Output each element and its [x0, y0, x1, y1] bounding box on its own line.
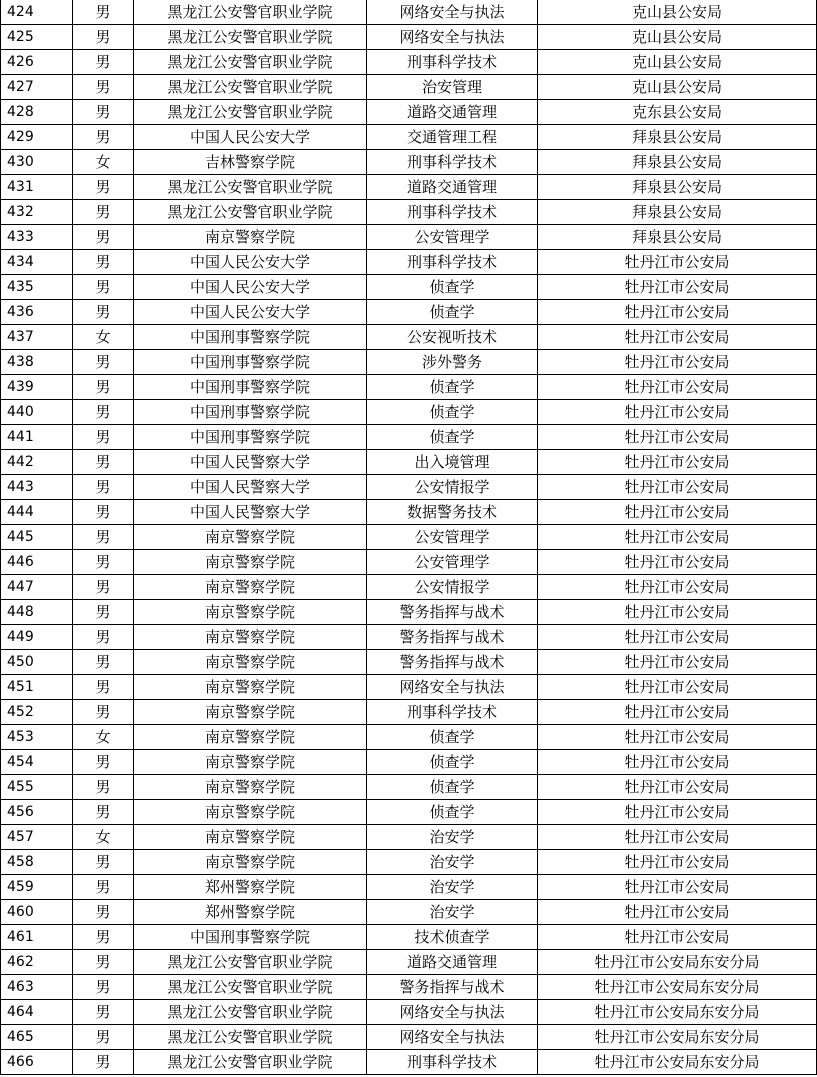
- cell-gender: 男: [73, 625, 134, 650]
- cell-employer: 牡丹江市公安局: [538, 550, 817, 575]
- cell-employer: 牡丹江市公安局: [538, 250, 817, 275]
- cell-employer: 牡丹江市公安局: [538, 450, 817, 475]
- cell-school: 南京警察学院: [134, 675, 367, 700]
- cell-major: 网络安全与执法: [367, 0, 538, 25]
- cell-number: 450: [1, 650, 73, 675]
- cell-gender: 男: [73, 900, 134, 925]
- table-row: [1, 325, 817, 350]
- cell-major: 网络安全与执法: [367, 25, 538, 50]
- cell-number: 426: [1, 50, 73, 75]
- table-row: [1, 375, 817, 400]
- cell-number: 442: [1, 450, 73, 475]
- cell-gender: 男: [73, 975, 134, 1000]
- cell-school: 黑龙江公安警官职业学院: [134, 1000, 367, 1025]
- cell-major: 公安管理学: [367, 550, 538, 575]
- table-row: [1, 625, 817, 650]
- cell-major: 网络安全与执法: [367, 675, 538, 700]
- cell-gender: 男: [73, 125, 134, 150]
- cell-employer: 牡丹江市公安局: [538, 650, 817, 675]
- cell-major: 侦查学: [367, 300, 538, 325]
- cell-school: 中国人民公安大学: [134, 250, 367, 275]
- cell-employer: 牡丹江市公安局: [538, 350, 817, 375]
- cell-school: 南京警察学院: [134, 775, 367, 800]
- table-row: [1, 25, 817, 50]
- table-row: [1, 50, 817, 75]
- cell-major: 公安情报学: [367, 475, 538, 500]
- cell-gender: 男: [73, 750, 134, 775]
- cell-gender: 男: [73, 300, 134, 325]
- table-row: [1, 975, 817, 1000]
- cell-number: 425: [1, 25, 73, 50]
- table-row: [1, 925, 817, 950]
- table-row: [1, 950, 817, 975]
- cell-number: 429: [1, 125, 73, 150]
- cell-employer: 牡丹江市公安局: [538, 725, 817, 750]
- cell-major: 数据警务技术: [367, 500, 538, 525]
- cell-employer: 牡丹江市公安局: [538, 300, 817, 325]
- cell-gender: 男: [73, 950, 134, 975]
- cell-major: 警务指挥与战术: [367, 650, 538, 675]
- cell-major: 网络安全与执法: [367, 1025, 538, 1050]
- cell-gender: 男: [73, 600, 134, 625]
- cell-school: 南京警察学院: [134, 850, 367, 875]
- cell-number: 444: [1, 500, 73, 525]
- cell-gender: 男: [73, 800, 134, 825]
- cell-school: 郑州警察学院: [134, 875, 367, 900]
- cell-gender: 男: [73, 850, 134, 875]
- cell-employer: 牡丹江市公安局: [538, 700, 817, 725]
- cell-number: 433: [1, 225, 73, 250]
- cell-employer: 牡丹江市公安局: [538, 625, 817, 650]
- table-row: [1, 600, 817, 625]
- cell-gender: 男: [73, 25, 134, 50]
- cell-number: 438: [1, 350, 73, 375]
- cell-school: 南京警察学院: [134, 800, 367, 825]
- table-row: [1, 650, 817, 675]
- cell-school: 郑州警察学院: [134, 900, 367, 925]
- cell-school: 黑龙江公安警官职业学院: [134, 200, 367, 225]
- cell-gender: 男: [73, 75, 134, 100]
- table-row: [1, 75, 817, 100]
- cell-school: 黑龙江公安警官职业学院: [134, 50, 367, 75]
- cell-gender: 男: [73, 1000, 134, 1025]
- cell-school: 中国人民公安大学: [134, 300, 367, 325]
- cell-employer: 牡丹江市公安局: [538, 800, 817, 825]
- table-row: [1, 100, 817, 125]
- cell-employer: 牡丹江市公安局东安分局: [538, 975, 817, 1000]
- cell-gender: 女: [73, 725, 134, 750]
- table-row: [1, 300, 817, 325]
- cell-school: 黑龙江公安警官职业学院: [134, 1050, 367, 1075]
- cell-major: 治安学: [367, 825, 538, 850]
- table-row: [1, 1025, 817, 1050]
- cell-number: 432: [1, 200, 73, 225]
- cell-gender: 男: [73, 0, 134, 25]
- cell-major: 道路交通管理: [367, 950, 538, 975]
- cell-major: 治安学: [367, 850, 538, 875]
- cell-school: 南京警察学院: [134, 525, 367, 550]
- cell-major: 警务指挥与战术: [367, 600, 538, 625]
- cell-gender: 男: [73, 775, 134, 800]
- cell-number: 448: [1, 600, 73, 625]
- cell-major: 治安学: [367, 875, 538, 900]
- cell-school: 黑龙江公安警官职业学院: [134, 75, 367, 100]
- cell-number: 445: [1, 525, 73, 550]
- cell-major: 道路交通管理: [367, 100, 538, 125]
- cell-major: 治安学: [367, 900, 538, 925]
- cell-gender: 女: [73, 825, 134, 850]
- cell-gender: 男: [73, 500, 134, 525]
- cell-major: 出入境管理: [367, 450, 538, 475]
- cell-number: 443: [1, 475, 73, 500]
- cell-employer: 牡丹江市公安局东安分局: [538, 1025, 817, 1050]
- cell-number: 447: [1, 575, 73, 600]
- table-row: [1, 450, 817, 475]
- cell-school: 中国刑事警察学院: [134, 375, 367, 400]
- table-row: [1, 525, 817, 550]
- cell-school: 中国刑事警察学院: [134, 925, 367, 950]
- table-row: [1, 875, 817, 900]
- cell-gender: 男: [73, 575, 134, 600]
- cell-school: 中国刑事警察学院: [134, 350, 367, 375]
- cell-number: 427: [1, 75, 73, 100]
- cell-major: 侦查学: [367, 725, 538, 750]
- cell-major: 警务指挥与战术: [367, 975, 538, 1000]
- cell-number: 446: [1, 550, 73, 575]
- table-row: [1, 800, 817, 825]
- cell-major: 刑事科学技术: [367, 200, 538, 225]
- cell-gender: 男: [73, 250, 134, 275]
- cell-major: 公安视听技术: [367, 325, 538, 350]
- cell-employer: 克山县公安局: [538, 25, 817, 50]
- cell-gender: 男: [73, 275, 134, 300]
- cell-school: 吉林警察学院: [134, 150, 367, 175]
- table-row: [1, 225, 817, 250]
- table-row: [1, 825, 817, 850]
- cell-major: 警务指挥与战术: [367, 625, 538, 650]
- table-row: [1, 400, 817, 425]
- table-row: [1, 150, 817, 175]
- cell-employer: 牡丹江市公安局东安分局: [538, 950, 817, 975]
- cell-employer: 牡丹江市公安局东安分局: [538, 1050, 817, 1075]
- cell-school: 中国人民警察大学: [134, 475, 367, 500]
- cell-number: 465: [1, 1025, 73, 1050]
- cell-number: 449: [1, 625, 73, 650]
- cell-employer: 牡丹江市公安局: [538, 500, 817, 525]
- table-row: [1, 0, 817, 25]
- cell-school: 南京警察学院: [134, 575, 367, 600]
- cell-number: 428: [1, 100, 73, 125]
- cell-school: 中国刑事警察学院: [134, 400, 367, 425]
- cell-major: 公安管理学: [367, 225, 538, 250]
- cell-gender: 男: [73, 425, 134, 450]
- cell-school: 南京警察学院: [134, 600, 367, 625]
- cell-employer: 牡丹江市公安局: [538, 425, 817, 450]
- cell-school: 南京警察学院: [134, 725, 367, 750]
- cell-major: 道路交通管理: [367, 175, 538, 200]
- cell-employer: 克东县公安局: [538, 100, 817, 125]
- cell-employer: 牡丹江市公安局: [538, 400, 817, 425]
- cell-employer: 牡丹江市公安局: [538, 275, 817, 300]
- cell-major: 刑事科学技术: [367, 150, 538, 175]
- cell-major: 刑事科学技术: [367, 700, 538, 725]
- cell-number: 437: [1, 325, 73, 350]
- cell-school: 黑龙江公安警官职业学院: [134, 25, 367, 50]
- cell-employer: 克山县公安局: [538, 75, 817, 100]
- cell-major: 侦查学: [367, 400, 538, 425]
- table-row: [1, 500, 817, 525]
- cell-gender: 男: [73, 475, 134, 500]
- cell-number: 436: [1, 300, 73, 325]
- cell-employer: 牡丹江市公安局: [538, 900, 817, 925]
- cell-employer: 牡丹江市公安局: [538, 750, 817, 775]
- cell-gender: 男: [73, 525, 134, 550]
- table-row: [1, 775, 817, 800]
- cell-school: 黑龙江公安警官职业学院: [134, 950, 367, 975]
- cell-school: 南京警察学院: [134, 650, 367, 675]
- cell-gender: 男: [73, 875, 134, 900]
- table-row: [1, 475, 817, 500]
- table-row: [1, 125, 817, 150]
- cell-number: 440: [1, 400, 73, 425]
- cell-number: 460: [1, 900, 73, 925]
- cell-gender: 男: [73, 400, 134, 425]
- cell-gender: 男: [73, 1050, 134, 1075]
- cell-school: 南京警察学院: [134, 700, 367, 725]
- table-row: [1, 550, 817, 575]
- cell-gender: 男: [73, 550, 134, 575]
- cell-major: 公安情报学: [367, 575, 538, 600]
- cell-number: 464: [1, 1000, 73, 1025]
- cell-employer: 牡丹江市公安局: [538, 875, 817, 900]
- cell-gender: 男: [73, 675, 134, 700]
- cell-school: 中国人民警察大学: [134, 500, 367, 525]
- cell-employer: 牡丹江市公安局: [538, 925, 817, 950]
- cell-gender: 男: [73, 50, 134, 75]
- table-row: [1, 275, 817, 300]
- cell-major: 刑事科学技术: [367, 50, 538, 75]
- cell-number: 459: [1, 875, 73, 900]
- table-row: [1, 250, 817, 275]
- table-row: [1, 350, 817, 375]
- cell-employer: 拜泉县公安局: [538, 200, 817, 225]
- cell-employer: 克山县公安局: [538, 0, 817, 25]
- cell-number: 435: [1, 275, 73, 300]
- cell-school: 南京警察学院: [134, 825, 367, 850]
- cell-number: 461: [1, 925, 73, 950]
- table-row: [1, 850, 817, 875]
- cell-school: 中国人民公安大学: [134, 275, 367, 300]
- cell-number: 431: [1, 175, 73, 200]
- cell-number: 434: [1, 250, 73, 275]
- cell-employer: 牡丹江市公安局: [538, 600, 817, 625]
- cell-employer: 拜泉县公安局: [538, 175, 817, 200]
- cell-school: 黑龙江公安警官职业学院: [134, 100, 367, 125]
- cell-school: 黑龙江公安警官职业学院: [134, 175, 367, 200]
- cell-gender: 男: [73, 200, 134, 225]
- cell-employer: 牡丹江市公安局: [538, 475, 817, 500]
- cell-employer: 牡丹江市公安局: [538, 775, 817, 800]
- cell-major: 侦查学: [367, 775, 538, 800]
- cell-employer: 牡丹江市公安局: [538, 575, 817, 600]
- cell-gender: 男: [73, 700, 134, 725]
- table-row: [1, 1000, 817, 1025]
- cell-employer: 牡丹江市公安局: [538, 525, 817, 550]
- cell-employer: 拜泉县公安局: [538, 225, 817, 250]
- table-row: [1, 575, 817, 600]
- cell-number: 451: [1, 675, 73, 700]
- cell-number: 466: [1, 1050, 73, 1075]
- cell-number: 456: [1, 800, 73, 825]
- cell-major: 公安管理学: [367, 525, 538, 550]
- cell-employer: 拜泉县公安局: [538, 125, 817, 150]
- cell-gender: 男: [73, 225, 134, 250]
- cell-school: 中国人民警察大学: [134, 450, 367, 475]
- cell-number: 462: [1, 950, 73, 975]
- cell-number: 454: [1, 750, 73, 775]
- cell-number: 452: [1, 700, 73, 725]
- cell-school: 南京警察学院: [134, 550, 367, 575]
- cell-school: 南京警察学院: [134, 225, 367, 250]
- cell-school: 中国刑事警察学院: [134, 425, 367, 450]
- cell-number: 439: [1, 375, 73, 400]
- cell-major: 侦查学: [367, 750, 538, 775]
- cell-school: 南京警察学院: [134, 750, 367, 775]
- table-body: [1, 0, 817, 1075]
- cell-employer: 牡丹江市公安局: [538, 675, 817, 700]
- cell-major: 技术侦查学: [367, 925, 538, 950]
- table-row: [1, 700, 817, 725]
- cell-number: 453: [1, 725, 73, 750]
- cell-gender: 男: [73, 450, 134, 475]
- cell-gender: 男: [73, 650, 134, 675]
- cell-number: 430: [1, 150, 73, 175]
- cell-school: 黑龙江公安警官职业学院: [134, 0, 367, 25]
- cell-gender: 男: [73, 375, 134, 400]
- cell-number: 463: [1, 975, 73, 1000]
- cell-school: 中国刑事警察学院: [134, 325, 367, 350]
- cell-major: 网络安全与执法: [367, 1000, 538, 1025]
- cell-school: 中国人民公安大学: [134, 125, 367, 150]
- cell-major: 涉外警务: [367, 350, 538, 375]
- cell-school: 南京警察学院: [134, 625, 367, 650]
- cell-number: 441: [1, 425, 73, 450]
- cell-employer: 拜泉县公安局: [538, 150, 817, 175]
- table-row: [1, 1050, 817, 1075]
- cell-major: 治安管理: [367, 75, 538, 100]
- cell-employer: 牡丹江市公安局: [538, 850, 817, 875]
- table-row: [1, 725, 817, 750]
- cell-major: 侦查学: [367, 275, 538, 300]
- table-row: [1, 750, 817, 775]
- table-row: [1, 200, 817, 225]
- cell-number: 458: [1, 850, 73, 875]
- cell-major: 刑事科学技术: [367, 250, 538, 275]
- cell-gender: 男: [73, 925, 134, 950]
- table-row: [1, 675, 817, 700]
- cell-major: 刑事科学技术: [367, 1050, 538, 1075]
- cell-gender: 女: [73, 325, 134, 350]
- cell-gender: 男: [73, 1025, 134, 1050]
- cell-employer: 克山县公安局: [538, 50, 817, 75]
- cell-number: 455: [1, 775, 73, 800]
- cell-major: 侦查学: [367, 425, 538, 450]
- table-row: [1, 900, 817, 925]
- cell-gender: 男: [73, 100, 134, 125]
- cell-major: 侦查学: [367, 800, 538, 825]
- table-row: [1, 175, 817, 200]
- cell-number: 457: [1, 825, 73, 850]
- cell-school: 黑龙江公安警官职业学院: [134, 975, 367, 1000]
- cell-employer: 牡丹江市公安局: [538, 825, 817, 850]
- table-row: [1, 425, 817, 450]
- cell-gender: 女: [73, 150, 134, 175]
- cell-gender: 男: [73, 175, 134, 200]
- cell-number: 424: [1, 0, 73, 25]
- cell-gender: 男: [73, 350, 134, 375]
- cell-major: 交通管理工程: [367, 125, 538, 150]
- cell-employer: 牡丹江市公安局: [538, 325, 817, 350]
- cell-employer: 牡丹江市公安局: [538, 375, 817, 400]
- cell-employer: 牡丹江市公安局东安分局: [538, 1000, 817, 1025]
- cell-major: 侦查学: [367, 375, 538, 400]
- cell-school: 黑龙江公安警官职业学院: [134, 1025, 367, 1050]
